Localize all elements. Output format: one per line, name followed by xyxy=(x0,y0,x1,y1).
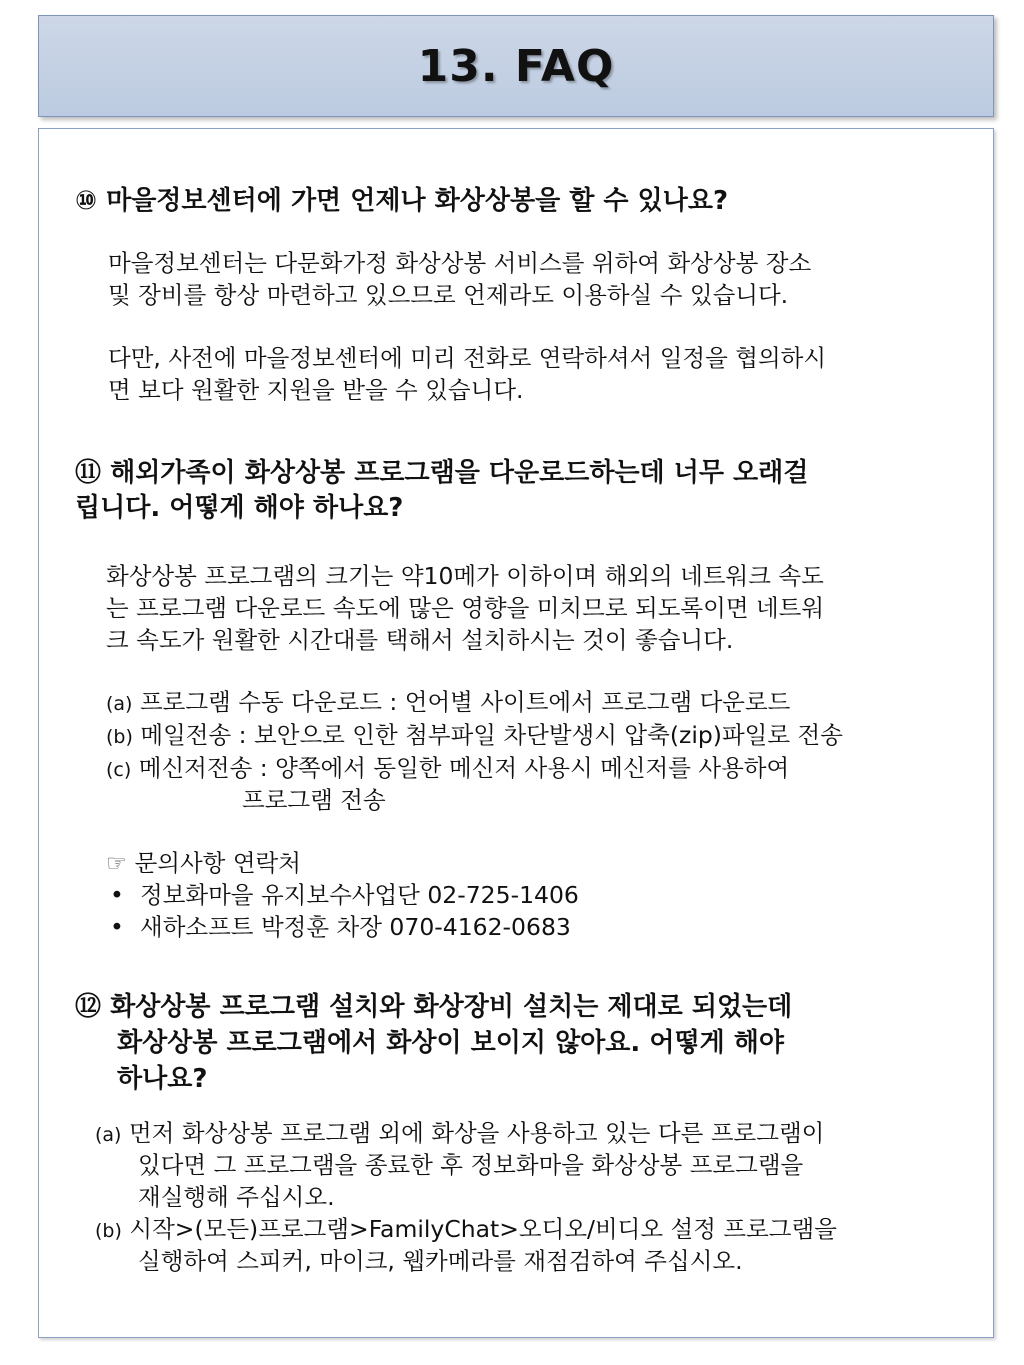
q12-answer-a xyxy=(95,1117,824,1151)
answer-line: 실행하여 스피커, 마이크, 웹카메라를 재점검하여 주십시오. xyxy=(138,1247,743,1275)
contact-title: 문의사항 연락처 xyxy=(134,849,301,877)
option-marker: (b) xyxy=(106,726,133,748)
answer-line: 있다면 그 프로그램을 종료한 후 정보화마을 화상상봉 프로그램을 xyxy=(138,1151,804,1179)
contact-text: 정보화마을 유지보수사업단 02-725-1406 xyxy=(140,881,579,909)
contact-item xyxy=(110,911,571,943)
q11-option-b xyxy=(106,719,843,753)
contact-item xyxy=(110,879,579,911)
q11-option-c-continued: 프로그램 전송 xyxy=(242,786,386,814)
q11-number: ⑪ xyxy=(75,458,102,488)
answer-line: 시작>(모든)프로그램>FamilyChat>오디오/비디오 설정 프로그램을 xyxy=(129,1215,837,1243)
q11-answer-line: 크 속도가 원활한 시간대를 택해서 설치하시는 것이 좋습니다. xyxy=(106,626,734,654)
answer-marker: (b) xyxy=(95,1220,122,1242)
q11-question-line: 립니다. 어떻게 해야 하나요? xyxy=(75,493,404,523)
option-marker: (a) xyxy=(106,693,133,715)
q11-question-line: 해외가족이 화상상봉 프로그램을 다운로드하는데 너무 오래걸 xyxy=(110,458,809,488)
q10-question: 마을정보센터에 가면 언제나 화상상봉을 할 수 있나요? xyxy=(106,186,729,216)
bullet-icon: • xyxy=(110,881,124,909)
q10-answer-line: 마을정보센터는 다문화가정 화상상봉 서비스를 위하여 화상상봉 장소 xyxy=(108,249,812,277)
page-header xyxy=(38,15,994,117)
q12-answer-b xyxy=(95,1213,837,1247)
option-text: 메일전송 : 보안으로 인한 첨부파일 차단발생시 압축(zip)파일로 전송 xyxy=(140,721,843,749)
bullet-icon: • xyxy=(110,913,124,941)
q11-answer-line: 화상상봉 프로그램의 크기는 약10메가 이하이며 해외의 네트워크 속도 xyxy=(106,562,824,590)
q12-number: ⑫ xyxy=(75,992,102,1022)
answer-line: 재실행해 주십시오. xyxy=(138,1183,335,1211)
q11-option-c xyxy=(106,752,789,786)
q11-heading xyxy=(75,455,808,491)
option-marker: (c) xyxy=(106,759,132,781)
page-title: 13. FAQ xyxy=(417,40,615,92)
q11-answer-line: 는 프로그램 다운로드 속도에 많은 영향을 미치므로 되도록이면 네트워 xyxy=(106,594,825,622)
q12-heading xyxy=(75,989,792,1025)
q11-option-a xyxy=(106,686,790,720)
q10-answer-line: 다만, 사전에 마을정보센터에 미리 전화로 연락하셔서 일정을 협의하시 xyxy=(108,344,827,372)
q10-answer-line: 및 장비를 항상 마련하고 있으므로 언제라도 이용하실 수 있습니다. xyxy=(108,281,789,309)
pointing-hand-icon: ☞ xyxy=(106,849,128,877)
contact-heading xyxy=(106,847,301,879)
q12-question-line: 화상상봉 프로그램에서 화상이 보이지 않아요. 어떻게 해야 xyxy=(117,1028,784,1058)
answer-marker: (a) xyxy=(95,1124,122,1146)
q10-answer-line: 면 보다 원활한 지원을 받을 수 있습니다. xyxy=(108,376,524,404)
q12-question-line: 화상상봉 프로그램 설치와 화상장비 설치는 제대로 되었는데 xyxy=(110,992,793,1022)
q10-heading xyxy=(75,183,728,219)
option-text: 프로그램 수동 다운로드 : 언어별 사이트에서 프로그램 다운로드 xyxy=(139,688,791,716)
q10-number: ⑩ xyxy=(75,186,98,216)
option-text: 메신저전송 : 양쪽에서 동일한 메신저 사용시 메신저를 사용하여 xyxy=(138,754,790,782)
q12-question-line: 하나요? xyxy=(117,1064,208,1094)
answer-line: 먼저 화상상봉 프로그램 외에 화상을 사용하고 있는 다른 프로그램이 xyxy=(128,1119,825,1147)
contact-text: 새하소프트 박정훈 차장 070-4162-0683 xyxy=(140,913,571,941)
